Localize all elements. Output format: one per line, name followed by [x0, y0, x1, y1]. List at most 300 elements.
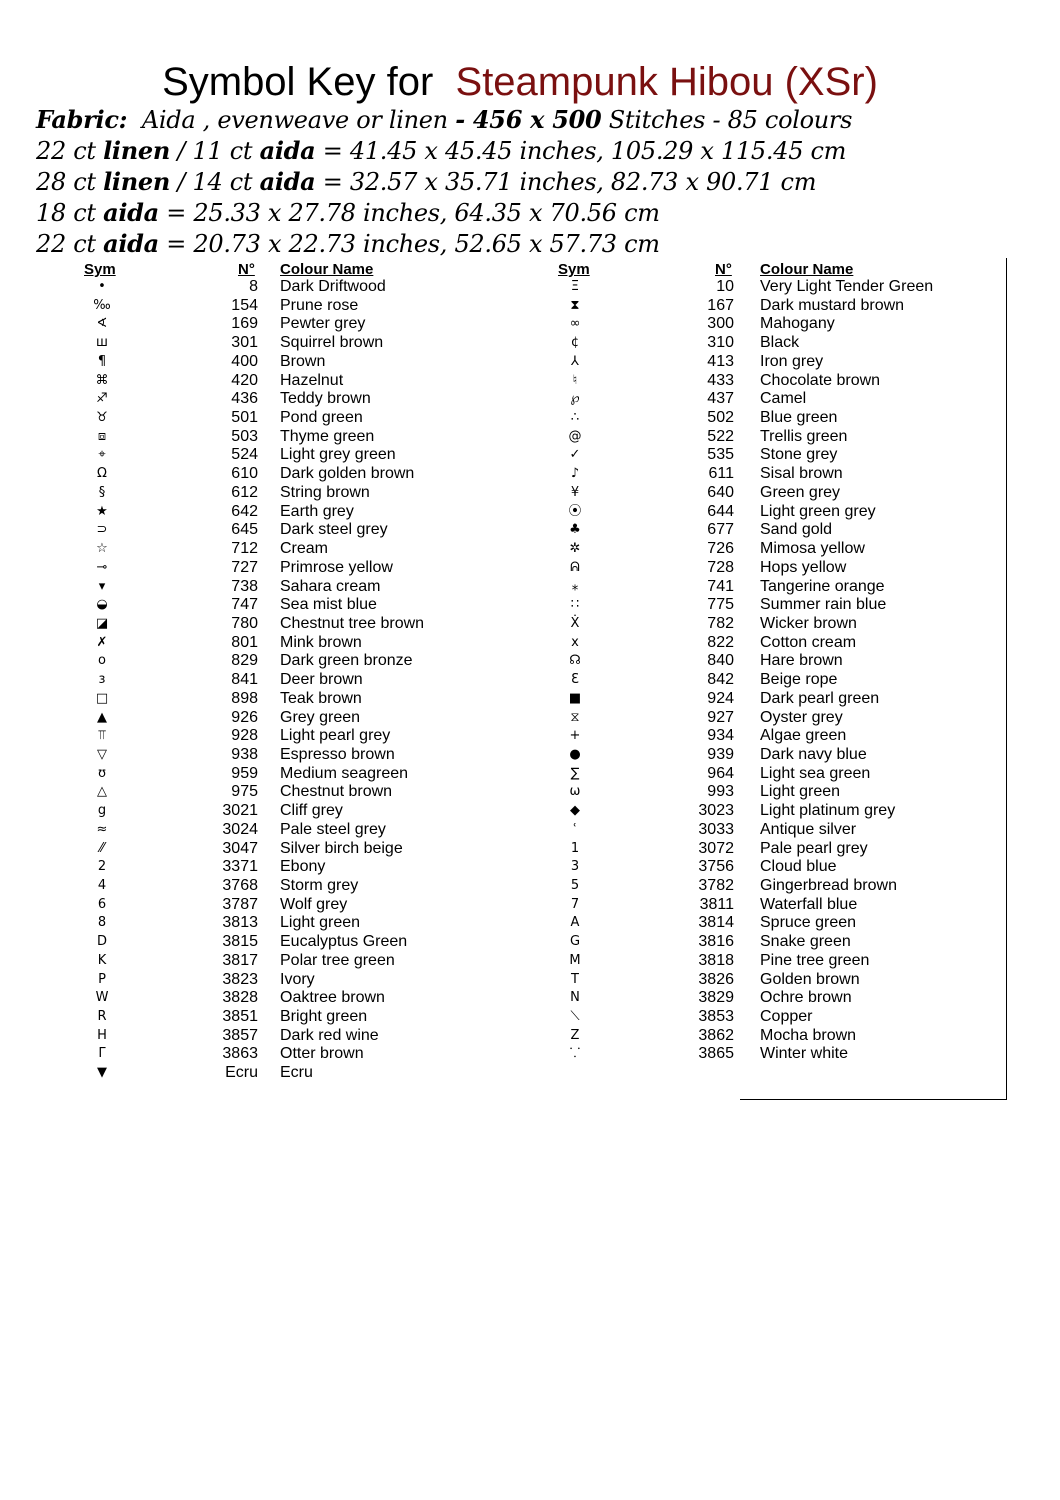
key-row — [84, 390, 371, 409]
key-row — [84, 951, 395, 971]
table-border-right — [1006, 258, 1007, 1100]
header-num: N° — [238, 261, 255, 278]
key-row — [557, 315, 835, 334]
colour-name: Trellis green — [760, 427, 848, 445]
key-row — [557, 446, 838, 465]
key-row — [557, 933, 851, 952]
colour-name: Pale pearl grey — [760, 839, 868, 857]
symbol-icon: ᕱ — [570, 559, 580, 575]
colour-number: 300 — [707, 315, 734, 333]
key-row — [84, 502, 354, 522]
symbol-icon: ∴ — [570, 410, 580, 426]
colour-number: 3023 — [698, 802, 734, 820]
symbol-icon: ш — [96, 335, 108, 351]
key-row — [557, 465, 843, 484]
colour-name: Pale steel grey — [280, 820, 386, 838]
title-prefix: Symbol Key for — [162, 60, 434, 104]
size-dimensions: = 41.45 x 45.45 inches, 105.29 x 115.45 cm — [322, 137, 847, 165]
symbol-icon: o — [98, 653, 106, 669]
key-row — [84, 933, 408, 952]
size-material: aida — [103, 229, 159, 258]
symbol-icon: ¥ — [570, 484, 580, 500]
fabric-line — [36, 104, 852, 135]
key-row — [84, 521, 388, 540]
header-colour-name: Colour Name — [760, 261, 854, 278]
key-row — [557, 858, 837, 877]
colour-number: 822 — [707, 633, 734, 651]
fabric-info — [36, 104, 852, 259]
colour-name: Light platinum grey — [760, 802, 896, 820]
key-row — [84, 596, 377, 615]
key-row — [557, 334, 800, 353]
symbol-icon: ▽ — [97, 746, 107, 762]
colour-name: Chestnut tree brown — [280, 614, 425, 632]
key-row — [557, 577, 885, 597]
key-row — [557, 764, 871, 784]
symbol-icon: ɜ — [98, 672, 106, 688]
symbol-icon: x — [571, 634, 579, 650]
colour-number: 501 — [231, 409, 258, 427]
key-row — [84, 446, 396, 465]
colour-number: 10 — [716, 278, 734, 295]
key-row — [557, 820, 857, 840]
colour-number: 400 — [231, 352, 258, 370]
colour-name: Thyme green — [280, 427, 375, 445]
symbol-icon: § — [98, 484, 106, 500]
colour-number: 975 — [231, 783, 258, 801]
key-row — [557, 390, 807, 409]
key-row — [84, 783, 393, 802]
key-row — [84, 334, 384, 353]
colour-name: Dark green bronze — [280, 652, 413, 670]
colour-number: 829 — [231, 652, 258, 670]
colour-number: 928 — [231, 727, 258, 745]
key-row — [84, 540, 329, 559]
colour-name: Dark mustard brown — [760, 296, 905, 314]
colour-number: 169 — [231, 315, 258, 333]
key-row — [557, 352, 824, 372]
colour-name: Dark steel grey — [280, 521, 388, 539]
colour-name: Summer rain blue — [760, 596, 887, 614]
colour-number: 436 — [231, 390, 258, 408]
colour-name: Pine tree green — [760, 951, 870, 969]
colour-name: Sahara cream — [280, 577, 381, 595]
colour-name: Very Light Tender Green — [760, 278, 934, 295]
key-row — [557, 483, 841, 503]
symbol-icon: ♪ — [570, 466, 580, 482]
colour-number: 3857 — [222, 1026, 258, 1044]
symbol-icon: 2 — [97, 859, 107, 875]
key-row — [84, 278, 386, 297]
symbol-icon: 6 — [97, 896, 107, 912]
symbol-icon: ⟍ — [570, 1009, 580, 1025]
colour-number: 938 — [231, 745, 258, 763]
colour-number: 840 — [707, 652, 734, 670]
symbol-icon: ⫪ — [98, 728, 106, 744]
fabric-types: Aida , evenweave or linen — [141, 106, 448, 134]
key-row — [557, 689, 880, 709]
fabric-label: Fabric: — [36, 105, 128, 134]
colour-number: 780 — [231, 614, 258, 632]
key-row — [557, 951, 870, 971]
colour-name: Beige rope — [760, 671, 838, 689]
colour-name: Medium seagreen — [280, 764, 409, 782]
size-material: linen — [103, 136, 171, 165]
symbol-icon: ✗ — [96, 634, 108, 650]
colour-name: Oaktree brown — [280, 989, 385, 1007]
colour-number: 3851 — [222, 1008, 258, 1026]
colour-number: 3814 — [698, 914, 734, 932]
key-row — [557, 802, 896, 821]
key-row — [557, 633, 857, 653]
symbol-icon: 8 — [97, 915, 107, 931]
size-line — [36, 166, 852, 197]
colour-number: 747 — [231, 596, 258, 614]
key-row — [557, 745, 867, 765]
symbol-icon: ☊ — [569, 653, 581, 669]
colour-number: 727 — [231, 558, 258, 576]
colour-number: 3815 — [222, 933, 258, 951]
colour-name: Prune rose — [280, 296, 359, 314]
colour-number: 3787 — [222, 895, 258, 913]
colour-number: 3865 — [698, 1045, 734, 1063]
colour-name: Camel — [760, 390, 807, 408]
key-row — [557, 839, 868, 859]
colour-name: Wicker brown — [760, 614, 857, 632]
colour-name: Mink brown — [280, 633, 362, 651]
key-row — [557, 558, 847, 578]
symbol-icon: ♐ — [96, 391, 108, 407]
symbol-icon: 7 — [570, 896, 580, 912]
colour-number: 728 — [707, 558, 734, 576]
header-num: N° — [715, 261, 732, 278]
colour-number: 640 — [707, 483, 734, 501]
colour-name: Dark red wine — [280, 1026, 379, 1044]
symbol-icon: P — [98, 971, 106, 987]
symbol-icon: ⌖ — [98, 447, 106, 463]
key-row — [84, 614, 425, 634]
key-row — [84, 465, 415, 484]
colour-name: Tangerine orange — [760, 577, 885, 595]
colour-number: 3816 — [698, 933, 734, 951]
colour-name: Sea mist blue — [280, 596, 377, 614]
colour-name: Hops yellow — [760, 558, 847, 576]
symbol-icon: Ω — [97, 466, 107, 482]
colour-number: 3826 — [698, 970, 734, 988]
key-row — [84, 689, 362, 709]
colour-name: Green grey — [760, 483, 841, 501]
size-dimensions: = 20.73 x 22.73 inches, 52.65 x 57.73 cm — [166, 230, 660, 258]
size-dimensions: = 32.57 x 35.71 inches, 82.73 x 90.71 cm — [322, 168, 817, 196]
colour-name: Light green — [280, 914, 361, 932]
colour-name: Snake green — [760, 933, 851, 951]
colour-number: 959 — [231, 764, 258, 782]
size-line — [36, 197, 852, 228]
symbol-icon: □ — [95, 690, 109, 706]
colour-name: Stone grey — [760, 446, 838, 464]
colour-name: Light green — [760, 783, 841, 801]
symbol-icon: ⧖ — [570, 709, 580, 725]
size-line — [36, 135, 852, 166]
colour-number: 3811 — [699, 895, 734, 913]
symbol-icon: @ — [568, 428, 582, 444]
colour-number: 738 — [231, 577, 258, 595]
colour-name: Dark navy blue — [760, 745, 867, 763]
key-row — [84, 989, 385, 1008]
symbol-icon: Z — [570, 1027, 580, 1043]
colour-name: Hare brown — [760, 652, 843, 670]
key-row — [84, 839, 403, 859]
key-row — [557, 502, 876, 522]
symbol-icon: ▲ — [97, 709, 107, 725]
colour-number: 3021 — [222, 802, 258, 820]
colour-name: Storm grey — [280, 877, 359, 894]
symbol-icon: g — [97, 803, 107, 819]
key-row — [84, 633, 362, 653]
symbol-icon: ⧈ — [97, 428, 107, 444]
colour-name: String brown — [280, 483, 370, 501]
colour-name: Grey green — [280, 708, 361, 726]
colour-name: Deer brown — [280, 671, 363, 689]
symbol-icon: ■ — [568, 690, 582, 706]
key-row — [557, 409, 838, 428]
colour-number: 3823 — [222, 970, 258, 988]
colour-number: 801 — [231, 633, 258, 651]
colour-number: 3756 — [698, 858, 734, 876]
colour-name: Black — [760, 334, 800, 352]
colour-number: Ecru — [225, 1064, 258, 1082]
colour-number: 677 — [707, 521, 734, 539]
symbol-icon: 4 — [97, 878, 107, 893]
size-line — [36, 228, 852, 259]
colour-number: 310 — [707, 334, 734, 352]
key-row — [84, 1045, 364, 1064]
key-row — [84, 577, 381, 597]
symbol-icon: ● — [569, 746, 581, 762]
key-row — [84, 1008, 368, 1027]
symbol-icon: ∞ — [569, 316, 581, 332]
symbol-icon: ☆ — [96, 541, 108, 557]
colour-name: Teak brown — [280, 689, 362, 707]
symbol-icon: ✓ — [569, 447, 581, 463]
colour-number: 775 — [707, 596, 734, 614]
colour-name: Iron grey — [760, 352, 824, 370]
colour-number: 524 — [231, 446, 258, 464]
colour-number: 898 — [231, 689, 258, 707]
page-title — [0, 58, 1040, 106]
colour-name: Cotton cream — [760, 633, 857, 651]
key-row — [557, 427, 848, 447]
colour-number: 8 — [249, 278, 258, 295]
colour-number: 712 — [231, 540, 258, 558]
symbol-icon: ʿ — [573, 821, 577, 837]
symbol-icon: ⧗ — [570, 297, 580, 313]
colour-number: 741 — [707, 577, 734, 595]
colour-number: 535 — [707, 446, 734, 464]
colour-number: 726 — [707, 540, 734, 558]
colour-name: Wolf grey — [280, 895, 348, 913]
symbol-icon: ♉ — [96, 410, 108, 426]
size-count: 22 ct — [36, 137, 96, 165]
header-sym: Sym — [84, 261, 116, 278]
symbol-icon: ʊ — [97, 765, 107, 781]
key-row — [557, 521, 833, 540]
header-colour-name: Colour Name — [280, 261, 374, 278]
colour-name: Brown — [280, 352, 326, 370]
symbol-icon: ∷ — [570, 597, 580, 613]
symbol-icon: M — [569, 952, 581, 968]
key-row — [557, 596, 887, 615]
colour-number: 645 — [231, 521, 258, 539]
colour-name: Polar tree green — [280, 951, 395, 969]
symbol-icon: R — [97, 1009, 107, 1025]
symbol-icon: 3 — [570, 859, 580, 875]
symbol-icon: • — [98, 279, 106, 294]
colour-name: Silver birch beige — [280, 839, 403, 857]
colour-number: 3853 — [698, 1008, 734, 1026]
key-row — [557, 296, 905, 316]
colour-name: Primrose yellow — [280, 558, 393, 576]
symbol-icon: ⦿ — [568, 503, 582, 519]
colour-number: 927 — [707, 708, 734, 726]
key-row — [84, 708, 361, 728]
size-material: linen — [103, 167, 171, 196]
symbol-icon: ✲ — [569, 541, 581, 557]
symbol-icon: D — [96, 934, 107, 950]
symbol-icon: ★ — [96, 503, 108, 519]
symbol-icon: K — [97, 952, 107, 968]
key-row — [84, 802, 343, 821]
symbol-icon: ▼ — [97, 1065, 107, 1081]
colour-number: 926 — [231, 708, 258, 726]
key-row — [557, 1008, 813, 1027]
symbol-icon: ♣ — [569, 522, 581, 538]
colour-number: 611 — [708, 465, 734, 483]
colour-number: 3782 — [698, 877, 734, 894]
symbol-icon: ◒ — [96, 597, 108, 613]
colour-number: 612 — [231, 483, 258, 501]
key-row — [84, 820, 386, 840]
key-row — [84, 371, 344, 391]
colour-name: Dark Driftwood — [280, 278, 386, 295]
colour-number: 939 — [707, 745, 734, 763]
key-row — [557, 989, 852, 1008]
colour-number: 3828 — [222, 989, 258, 1007]
colour-number: 433 — [707, 371, 734, 389]
colour-name: Spruce green — [760, 914, 857, 932]
colour-name: Pewter grey — [280, 315, 366, 333]
size-count: 28 ct — [36, 168, 96, 196]
key-row — [557, 371, 881, 391]
colour-number: 841 — [231, 671, 258, 689]
colour-name: Bright green — [280, 1008, 368, 1026]
symbol-icon: Ɛ — [571, 672, 579, 688]
colour-name: Oyster grey — [760, 708, 843, 726]
key-row — [557, 914, 857, 933]
size-material: aida — [259, 136, 316, 165]
colour-name: Espresso brown — [280, 745, 395, 763]
key-row — [84, 970, 315, 990]
symbol-icon: ⁎ — [571, 578, 579, 594]
colour-name: Earth grey — [280, 502, 354, 520]
key-row — [84, 296, 359, 316]
colour-name: Waterfall blue — [760, 895, 858, 913]
size-dimensions: = 25.33 x 27.78 inches, 64.35 x 70.56 cm — [158, 199, 660, 227]
colour-name: Copper — [760, 1008, 813, 1026]
left-key-table — [84, 278, 425, 1083]
colour-number: 3072 — [698, 839, 734, 857]
colour-name: Ebony — [280, 858, 326, 876]
colour-name: Algae green — [760, 727, 847, 745]
symbol-icon: ¢ — [570, 335, 580, 351]
colour-number: 3371 — [222, 858, 258, 876]
key-row — [84, 895, 348, 915]
fabric-dims: - 456 x 500 — [455, 105, 602, 134]
key-row — [557, 614, 857, 634]
size-sep: / 11 ct — [177, 137, 253, 165]
colour-name: Chocolate brown — [760, 371, 881, 389]
colour-number: 154 — [231, 296, 258, 314]
fabric-stitches: Stitches - 85 colours — [608, 106, 853, 134]
symbol-icon: 5 — [570, 878, 580, 893]
colour-number: 644 — [707, 502, 734, 520]
pattern-name: Steampunk Hibou (XSr) — [455, 60, 878, 104]
colour-name: Ecru — [280, 1064, 313, 1082]
colour-number: 3024 — [222, 820, 258, 838]
header-sym: Sym — [558, 261, 590, 278]
key-row — [557, 970, 860, 990]
key-row — [84, 858, 326, 877]
colour-name: Teddy brown — [280, 390, 371, 408]
colour-name: Cliff grey — [280, 802, 343, 820]
key-row — [557, 1026, 857, 1046]
key-row — [557, 708, 843, 728]
colour-number: 782 — [707, 614, 734, 632]
symbol-icon: G — [569, 934, 581, 950]
colour-name: Light pearl grey — [280, 727, 391, 745]
symbol-icon: + — [569, 728, 581, 744]
colour-number: 642 — [231, 502, 258, 520]
symbol-icon: ⅄ — [571, 353, 579, 369]
size-material: aida — [103, 198, 159, 227]
symbol-icon: ◪ — [95, 615, 109, 631]
key-row — [84, 727, 391, 746]
colour-number: 3047 — [222, 839, 258, 857]
symbol-icon: ⁄⁄ — [99, 840, 105, 856]
symbol-icon: ℘ — [570, 391, 580, 407]
key-row — [557, 727, 847, 746]
symbol-icon: N — [570, 990, 580, 1006]
colour-name: Golden brown — [760, 970, 860, 988]
colour-number: 522 — [707, 427, 734, 445]
symbol-icon: Ẋ — [570, 615, 580, 631]
symbol-icon: T — [571, 971, 579, 987]
colour-name: Dark golden brown — [280, 465, 415, 483]
symbol-icon: △ — [97, 784, 107, 800]
key-row — [84, 483, 370, 503]
symbol-icon: ∢ — [96, 316, 108, 332]
symbol-icon: W — [95, 990, 109, 1006]
symbol-icon: ω — [569, 784, 581, 800]
colour-name: Chestnut brown — [280, 783, 393, 801]
symbol-icon: 1 — [570, 840, 580, 856]
colour-number: 167 — [707, 296, 734, 314]
size-count: 18 ct — [36, 199, 96, 227]
symbol-icon: ⌘ — [95, 372, 109, 388]
symbol-icon: A — [570, 915, 580, 931]
symbol-icon: ‰ — [93, 297, 111, 313]
key-row — [557, 652, 843, 671]
